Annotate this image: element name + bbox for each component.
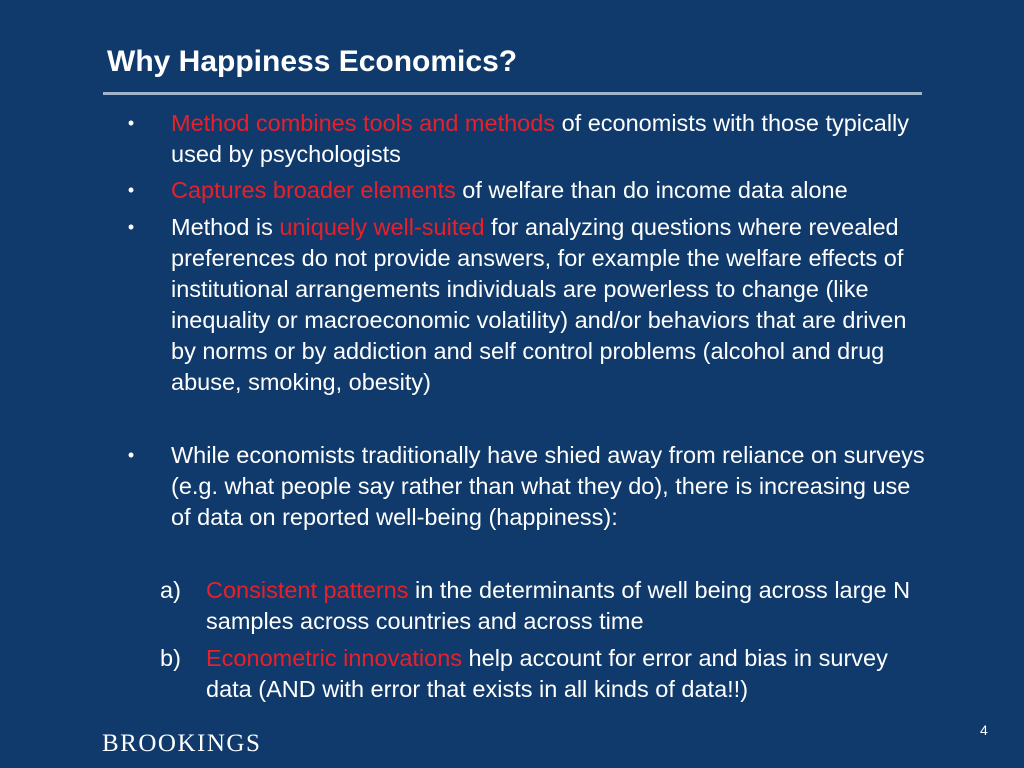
body-text: for analyzing questions where revealed preferences do not provide answers, for example the welfare effects of institutional arrangements individuals are powerless to change (like inequality or macroeconomic volatility) and/or behaviors that are driven by norms or by addiction and self control problems (alcohol and drug abuse, smoking, obesity) <box>171 214 907 395</box>
highlight-text: Method combines tools and methods <box>171 110 556 136</box>
enum-text <box>206 575 926 637</box>
bullet-marker: • <box>127 445 135 465</box>
enum-text <box>206 643 926 705</box>
body-text: of welfare than do income data alone <box>455 177 848 203</box>
title-divider <box>103 92 922 95</box>
body-text: Method is <box>171 214 280 240</box>
highlight-text: uniquely well-suited <box>279 214 485 240</box>
body-text: in the determinants of well being across large N samples across countries and across time <box>206 577 911 634</box>
body-text: of economists with those typically used by psychologists <box>171 110 910 167</box>
brookings-logo: BROOKINGS <box>102 730 262 757</box>
enum-marker: a) <box>160 577 181 603</box>
bullet-text <box>171 175 931 206</box>
page-number: 4 <box>980 722 988 738</box>
bullet-text <box>171 108 931 170</box>
highlight-text: Captures broader elements <box>171 177 456 203</box>
enum-marker: b) <box>160 645 181 671</box>
bullet-text: While economists traditionally have shied away from reliance on surveys (e.g. what people say rather than what they do), there is increasing use of data on reported well-being (happiness): <box>171 442 925 530</box>
bullet-marker: • <box>127 180 135 200</box>
bullet-marker: • <box>127 113 135 133</box>
highlight-text: Consistent patterns <box>206 577 409 603</box>
slide-title: Why Happiness Economics? <box>107 45 518 78</box>
highlight-text: Econometric innovations <box>206 645 463 671</box>
bullet-text <box>171 212 931 398</box>
body-text: help account for error and bias in survey data (AND with error that exists in all kinds of data!!) <box>206 645 888 702</box>
bullet-marker: • <box>127 217 135 237</box>
